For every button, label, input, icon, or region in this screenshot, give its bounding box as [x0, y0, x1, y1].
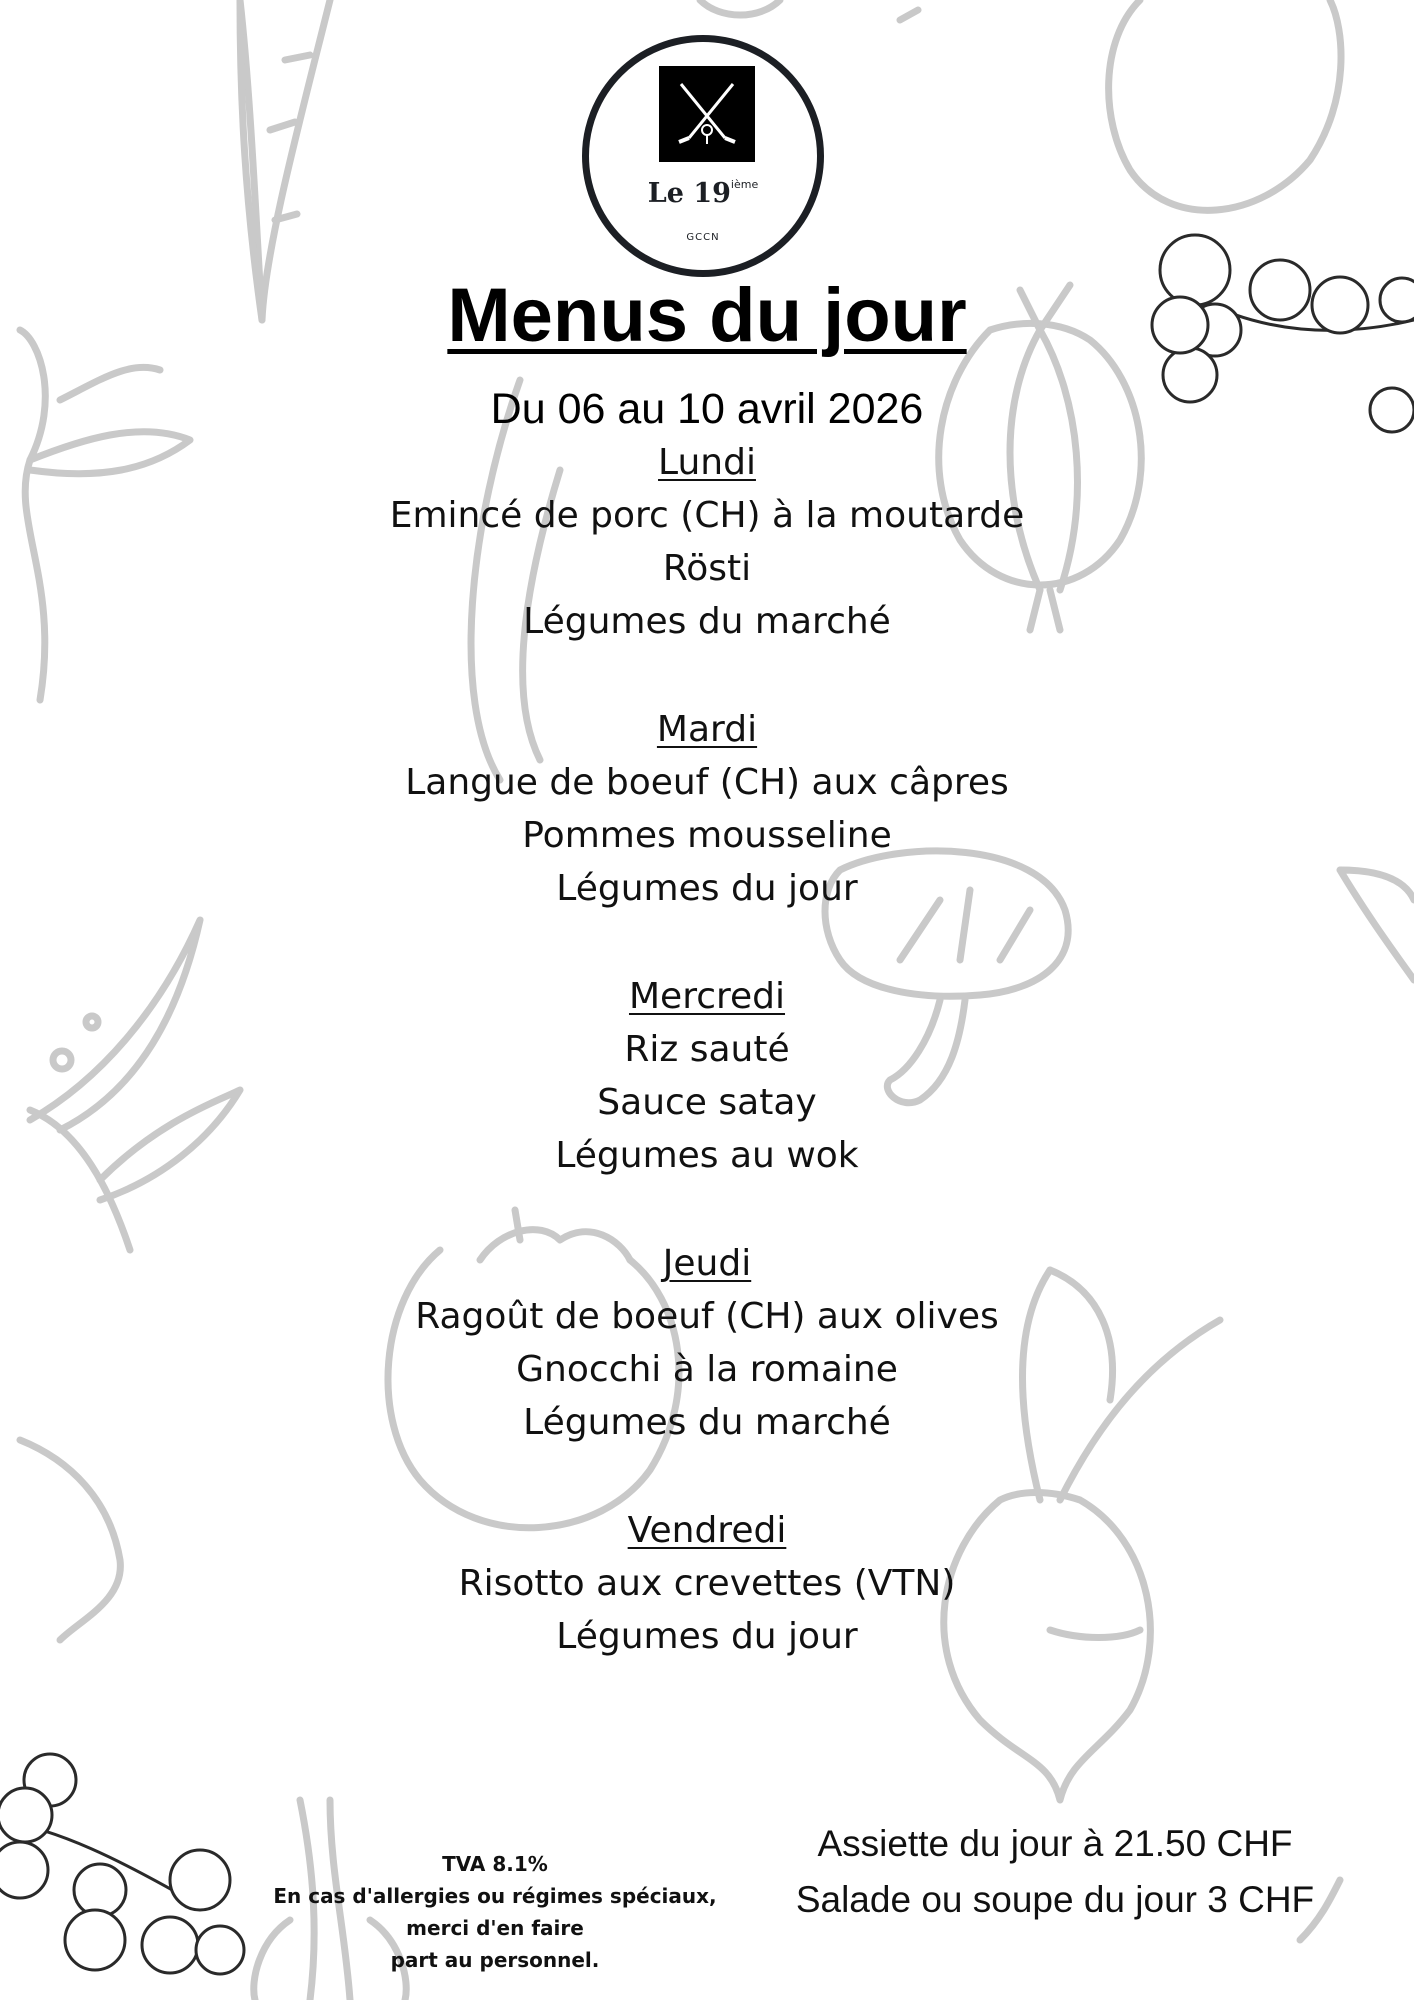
restaurant-logo — [582, 35, 824, 277]
golf-clubs-icon — [659, 66, 755, 162]
blueberry-cluster-bottom-left — [0, 1754, 244, 1974]
dish: Rösti — [662, 548, 752, 589]
dish: Gnocchi à la romaine — [516, 1349, 898, 1390]
dish: Langue de boeuf (CH) aux câpres — [405, 762, 1009, 803]
allergy-line: merci d'en faire — [406, 1916, 584, 1940]
day-monday — [0, 436, 1414, 648]
vat-rate: TVA 8.1% — [442, 1852, 548, 1876]
allergy-notice — [250, 1848, 740, 1976]
dish: Légumes du jour — [556, 1616, 858, 1657]
dish: Légumes du marché — [523, 601, 891, 642]
allergy-line: En cas d'allergies ou régimes spéciaux, — [273, 1884, 717, 1908]
dish: Légumes au wok — [555, 1135, 859, 1176]
day-friday — [0, 1504, 1414, 1663]
logo-subtitle: GCCN — [686, 232, 720, 243]
dish: Ragoût de boeuf (CH) aux olives — [415, 1296, 999, 1337]
day-name: Mercredi — [628, 976, 786, 1017]
day-name: Jeudi — [662, 1243, 752, 1284]
date-range: Du 06 au 10 avril 2026 — [490, 385, 924, 433]
dish: Légumes du marché — [523, 1402, 891, 1443]
price-list — [750, 1816, 1360, 1928]
dish: Risotto aux crevettes (VTN) — [458, 1563, 956, 1604]
dish: Emincé de porc (CH) à la moutarde — [389, 495, 1025, 536]
page-title: Menus du jour — [447, 273, 967, 358]
dish: Sauce satay — [597, 1082, 817, 1123]
day-name: Lundi — [658, 442, 756, 483]
logo-name: Le 19ième — [647, 178, 759, 209]
dish: Riz sauté — [624, 1029, 790, 1070]
price-line: Assiette du jour à 21.50 CHF — [817, 1823, 1293, 1864]
day-tuesday — [0, 703, 1414, 915]
day-name: Vendredi — [627, 1510, 787, 1551]
dish: Légumes du jour — [556, 868, 858, 909]
dish: Pommes mousseline — [522, 815, 892, 856]
day-name: Mardi — [656, 709, 758, 750]
allergy-line: part au personnel. — [390, 1948, 600, 1972]
day-wednesday — [0, 970, 1414, 1182]
day-thursday — [0, 1237, 1414, 1449]
price-line: Salade ou soupe du jour 3 CHF — [795, 1879, 1315, 1920]
